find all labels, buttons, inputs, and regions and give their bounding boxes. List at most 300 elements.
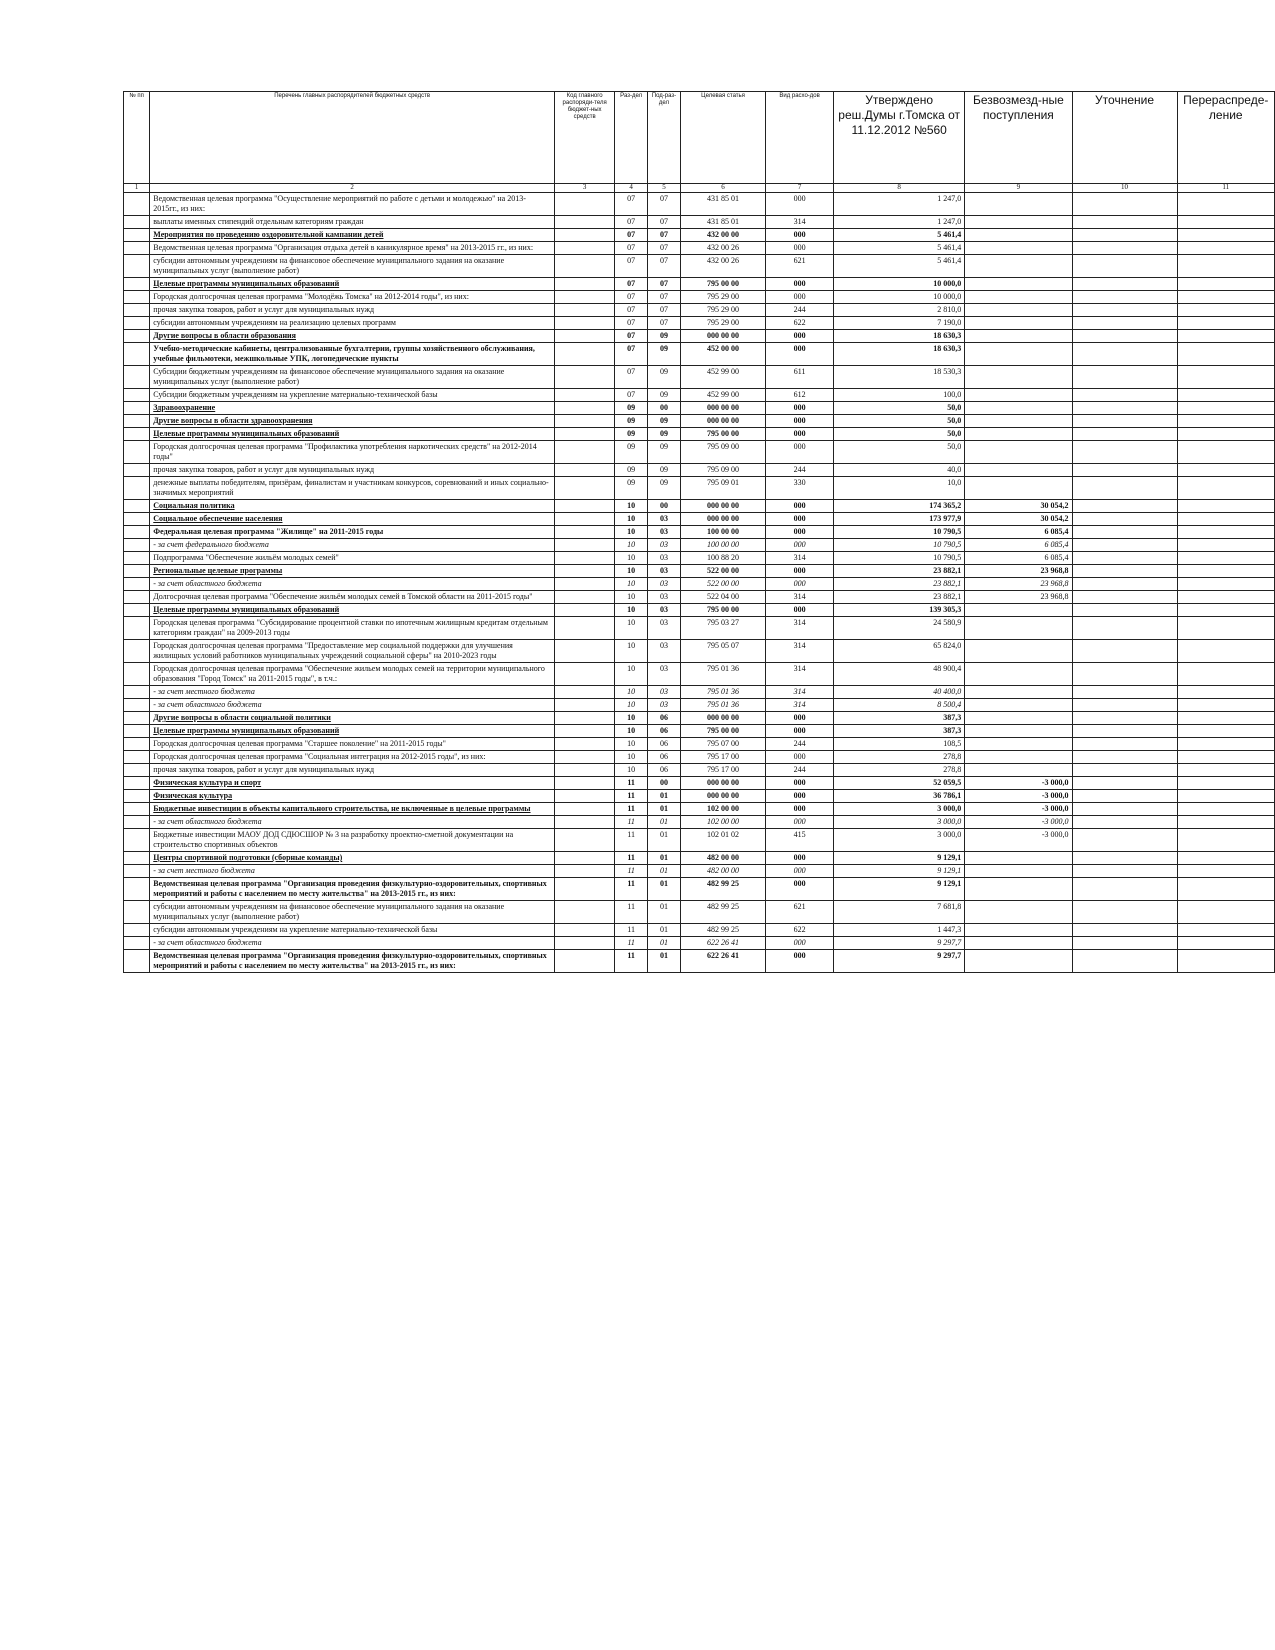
row-number-cell bbox=[124, 852, 150, 865]
target-article-code: 000 00 00 bbox=[680, 513, 765, 526]
grants-amount bbox=[965, 415, 1072, 428]
redistribution-cell bbox=[1177, 441, 1274, 464]
grants-amount bbox=[965, 330, 1072, 343]
target-article-code: 000 00 00 bbox=[680, 500, 765, 513]
table-row bbox=[124, 366, 1275, 389]
approved-amount: 10 000,0 bbox=[834, 291, 965, 304]
redistribution-cell bbox=[1177, 878, 1274, 901]
row-name: Бюджетные инвестиции в объекты капитального строительства, не включенные в целевые программы bbox=[150, 803, 555, 816]
expense-type-code: 000 bbox=[766, 278, 834, 291]
admin-code-cell bbox=[555, 330, 615, 343]
row-number-cell bbox=[124, 924, 150, 937]
expense-type-code: 622 bbox=[766, 317, 834, 330]
grants-amount: -3 000,0 bbox=[965, 803, 1072, 816]
grants-amount bbox=[965, 712, 1072, 725]
target-article-code: 795 29 00 bbox=[680, 317, 765, 330]
approved-amount: 387,3 bbox=[834, 712, 965, 725]
table-row bbox=[124, 829, 1275, 852]
grants-amount bbox=[965, 852, 1072, 865]
target-article-code: 795 00 00 bbox=[680, 604, 765, 617]
expense-type-code: 000 bbox=[766, 441, 834, 464]
redistribution-cell bbox=[1177, 415, 1274, 428]
redistribution-cell bbox=[1177, 216, 1274, 229]
column-number: 3 bbox=[555, 184, 615, 193]
col-header-number: № пп bbox=[124, 92, 150, 184]
row-name: - за счет областного бюджета bbox=[150, 578, 555, 591]
section-code: 10 bbox=[615, 725, 648, 738]
table-row bbox=[124, 604, 1275, 617]
row-number-cell bbox=[124, 278, 150, 291]
target-article-code: 000 00 00 bbox=[680, 790, 765, 803]
row-number-cell bbox=[124, 441, 150, 464]
expense-type-code: 314 bbox=[766, 686, 834, 699]
section-code: 11 bbox=[615, 816, 648, 829]
grants-amount bbox=[965, 751, 1072, 764]
redistribution-cell bbox=[1177, 539, 1274, 552]
redistribution-cell bbox=[1177, 751, 1274, 764]
table-row bbox=[124, 640, 1275, 663]
admin-code-cell bbox=[555, 604, 615, 617]
subsection-code: 03 bbox=[648, 539, 681, 552]
grants-amount bbox=[965, 317, 1072, 330]
subsection-code: 09 bbox=[648, 477, 681, 500]
section-code: 11 bbox=[615, 950, 648, 973]
section-code: 11 bbox=[615, 777, 648, 790]
admin-code-cell bbox=[555, 738, 615, 751]
clarification-cell bbox=[1072, 330, 1177, 343]
row-number-cell bbox=[124, 513, 150, 526]
clarification-cell bbox=[1072, 389, 1177, 402]
approved-amount: 40,0 bbox=[834, 464, 965, 477]
row-number-cell bbox=[124, 777, 150, 790]
table-row bbox=[124, 464, 1275, 477]
grants-amount: 30 054,2 bbox=[965, 500, 1072, 513]
row-name: Физическая культура bbox=[150, 790, 555, 803]
admin-code-cell bbox=[555, 924, 615, 937]
section-code: 09 bbox=[615, 415, 648, 428]
clarification-cell bbox=[1072, 500, 1177, 513]
table-row bbox=[124, 402, 1275, 415]
subsection-code: 07 bbox=[648, 278, 681, 291]
row-number-cell bbox=[124, 725, 150, 738]
admin-code-cell bbox=[555, 937, 615, 950]
admin-code-cell bbox=[555, 415, 615, 428]
redistribution-cell bbox=[1177, 578, 1274, 591]
subsection-code: 01 bbox=[648, 901, 681, 924]
subsection-code: 06 bbox=[648, 751, 681, 764]
admin-code-cell bbox=[555, 699, 615, 712]
target-article-code: 452 99 00 bbox=[680, 389, 765, 402]
redistribution-cell bbox=[1177, 317, 1274, 330]
grants-amount bbox=[965, 764, 1072, 777]
grants-amount bbox=[965, 725, 1072, 738]
table-row bbox=[124, 764, 1275, 777]
row-name: Целевые программы муниципальных образований bbox=[150, 725, 555, 738]
col-header-approved: Утверждено реш.Думы г.Томска от 11.12.2012 №560 bbox=[834, 92, 965, 184]
expense-type-code: 000 bbox=[766, 725, 834, 738]
subsection-code: 03 bbox=[648, 565, 681, 578]
expense-type-code: 612 bbox=[766, 389, 834, 402]
approved-amount: 8 500,4 bbox=[834, 699, 965, 712]
row-name: - за счет областного бюджета bbox=[150, 816, 555, 829]
approved-amount: 173 977,9 bbox=[834, 513, 965, 526]
approved-amount: 5 461,4 bbox=[834, 229, 965, 242]
admin-code-cell bbox=[555, 764, 615, 777]
admin-code-cell bbox=[555, 513, 615, 526]
subsection-code: 01 bbox=[648, 803, 681, 816]
redistribution-cell bbox=[1177, 565, 1274, 578]
approved-amount: 5 461,4 bbox=[834, 255, 965, 278]
clarification-cell bbox=[1072, 924, 1177, 937]
admin-code-cell bbox=[555, 242, 615, 255]
section-code: 10 bbox=[615, 686, 648, 699]
row-number-cell bbox=[124, 291, 150, 304]
row-number-cell bbox=[124, 343, 150, 366]
row-number-cell bbox=[124, 565, 150, 578]
target-article-code: 795 09 01 bbox=[680, 477, 765, 500]
grants-amount bbox=[965, 428, 1072, 441]
row-name: Городская долгосрочная целевая программа "Молодёжь Томска" на 2012-2014 годы", из них: bbox=[150, 291, 555, 304]
approved-amount: 1 247,0 bbox=[834, 193, 965, 216]
clarification-cell bbox=[1072, 464, 1177, 477]
subsection-code: 07 bbox=[648, 255, 681, 278]
clarification-cell bbox=[1072, 712, 1177, 725]
row-number-cell bbox=[124, 330, 150, 343]
target-article-code: 522 00 00 bbox=[680, 565, 765, 578]
redistribution-cell bbox=[1177, 278, 1274, 291]
section-code: 10 bbox=[615, 578, 648, 591]
section-code: 07 bbox=[615, 343, 648, 366]
clarification-cell bbox=[1072, 513, 1177, 526]
expense-type-code: 000 bbox=[766, 526, 834, 539]
column-number: 2 bbox=[150, 184, 555, 193]
row-name: Городская долгосрочная целевая программа "Предоставление мер социальной поддержки для улучшения жилищных условий работников муниципальных учреждений социальной сферы" на 2010-2023 годы bbox=[150, 640, 555, 663]
section-code: 10 bbox=[615, 500, 648, 513]
row-name: Городская долгосрочная целевая программа "Профилактика употребления наркотических средств" на 2012-2014 годы" bbox=[150, 441, 555, 464]
grants-amount bbox=[965, 617, 1072, 640]
section-code: 07 bbox=[615, 216, 648, 229]
grants-amount: 6 085,4 bbox=[965, 526, 1072, 539]
grants-amount: -3 000,0 bbox=[965, 816, 1072, 829]
row-number-cell bbox=[124, 803, 150, 816]
section-code: 10 bbox=[615, 751, 648, 764]
target-article-code: 482 99 25 bbox=[680, 924, 765, 937]
column-number: 1 bbox=[124, 184, 150, 193]
approved-amount: 139 305,3 bbox=[834, 604, 965, 617]
row-number-cell bbox=[124, 193, 150, 216]
clarification-cell bbox=[1072, 526, 1177, 539]
row-name: Ведомственная целевая программа "Организация проведения физкультурно-оздоровительных, спортивных мероприятий и работы с населением по месту жительства" на 2013-2015 гг., из них: bbox=[150, 878, 555, 901]
target-article-code: 482 00 00 bbox=[680, 865, 765, 878]
redistribution-cell bbox=[1177, 193, 1274, 216]
approved-amount: 9 297,7 bbox=[834, 950, 965, 973]
approved-amount: 50,0 bbox=[834, 428, 965, 441]
grants-amount bbox=[965, 242, 1072, 255]
expense-type-code: 330 bbox=[766, 477, 834, 500]
clarification-cell bbox=[1072, 317, 1177, 330]
table-row bbox=[124, 924, 1275, 937]
expense-type-code: 000 bbox=[766, 415, 834, 428]
table-row bbox=[124, 242, 1275, 255]
table-row bbox=[124, 513, 1275, 526]
redistribution-cell bbox=[1177, 764, 1274, 777]
approved-amount: 24 580,9 bbox=[834, 617, 965, 640]
section-code: 11 bbox=[615, 803, 648, 816]
admin-code-cell bbox=[555, 278, 615, 291]
approved-amount: 18 530,3 bbox=[834, 366, 965, 389]
expense-type-code: 000 bbox=[766, 878, 834, 901]
row-name: Социальная политика bbox=[150, 500, 555, 513]
target-article-code: 100 88 20 bbox=[680, 552, 765, 565]
redistribution-cell bbox=[1177, 829, 1274, 852]
subsection-code: 06 bbox=[648, 764, 681, 777]
table-row bbox=[124, 291, 1275, 304]
admin-code-cell bbox=[555, 878, 615, 901]
subsection-code: 03 bbox=[648, 686, 681, 699]
section-code: 11 bbox=[615, 937, 648, 950]
approved-amount: 3 000,0 bbox=[834, 816, 965, 829]
row-number-cell bbox=[124, 304, 150, 317]
grants-amount bbox=[965, 193, 1072, 216]
admin-code-cell bbox=[555, 751, 615, 764]
admin-code-cell bbox=[555, 477, 615, 500]
row-name: - за счет областного бюджета bbox=[150, 699, 555, 712]
clarification-cell bbox=[1072, 699, 1177, 712]
table-row bbox=[124, 712, 1275, 725]
section-code: 07 bbox=[615, 229, 648, 242]
col-header-grants: Безвозмезд-ные поступления bbox=[965, 92, 1072, 184]
row-name: субсидии автономным учреждениям на реализацию целевых программ bbox=[150, 317, 555, 330]
subsection-code: 03 bbox=[648, 699, 681, 712]
expense-type-code: 415 bbox=[766, 829, 834, 852]
subsection-code: 09 bbox=[648, 389, 681, 402]
row-number-cell bbox=[124, 878, 150, 901]
clarification-cell bbox=[1072, 878, 1177, 901]
admin-code-cell bbox=[555, 500, 615, 513]
redistribution-cell bbox=[1177, 477, 1274, 500]
target-article-code: 795 29 00 bbox=[680, 291, 765, 304]
admin-code-cell bbox=[555, 591, 615, 604]
approved-amount: 108,5 bbox=[834, 738, 965, 751]
column-number: 8 bbox=[834, 184, 965, 193]
expense-type-code: 000 bbox=[766, 790, 834, 803]
clarification-cell bbox=[1072, 578, 1177, 591]
target-article-code: 432 00 00 bbox=[680, 229, 765, 242]
grants-amount bbox=[965, 901, 1072, 924]
subsection-code: 03 bbox=[648, 552, 681, 565]
table-row bbox=[124, 229, 1275, 242]
redistribution-cell bbox=[1177, 924, 1274, 937]
col-header-clarification: Уточнение bbox=[1072, 92, 1177, 184]
grants-amount bbox=[965, 464, 1072, 477]
subsection-code: 03 bbox=[648, 526, 681, 539]
subsection-code: 00 bbox=[648, 500, 681, 513]
approved-amount: 1 247,0 bbox=[834, 216, 965, 229]
row-name: Другие вопросы в области здравоохранения bbox=[150, 415, 555, 428]
table-row bbox=[124, 725, 1275, 738]
table-row bbox=[124, 317, 1275, 330]
section-code: 07 bbox=[615, 242, 648, 255]
row-name: Социальное обеспечение населения bbox=[150, 513, 555, 526]
row-number-cell bbox=[124, 464, 150, 477]
section-code: 07 bbox=[615, 389, 648, 402]
table-row bbox=[124, 304, 1275, 317]
approved-amount: 9 129,1 bbox=[834, 852, 965, 865]
redistribution-cell bbox=[1177, 777, 1274, 790]
clarification-cell bbox=[1072, 686, 1177, 699]
approved-amount: 5 461,4 bbox=[834, 242, 965, 255]
subsection-code: 01 bbox=[648, 878, 681, 901]
row-name: Субсидии бюджетным учреждениям на финансовое обеспечение муниципального задания на оказание муниципальных услуг (выполнение работ) bbox=[150, 366, 555, 389]
grants-amount: 23 968,8 bbox=[965, 578, 1072, 591]
target-article-code: 795 03 27 bbox=[680, 617, 765, 640]
clarification-cell bbox=[1072, 777, 1177, 790]
grants-amount bbox=[965, 255, 1072, 278]
clarification-cell bbox=[1072, 816, 1177, 829]
subsection-code: 09 bbox=[648, 415, 681, 428]
table-row bbox=[124, 565, 1275, 578]
approved-amount: 50,0 bbox=[834, 415, 965, 428]
admin-code-cell bbox=[555, 950, 615, 973]
clarification-cell bbox=[1072, 604, 1177, 617]
column-number: 11 bbox=[1177, 184, 1274, 193]
row-name: прочая закупка товаров, работ и услуг для муниципальных нужд bbox=[150, 304, 555, 317]
row-number-cell bbox=[124, 500, 150, 513]
approved-amount: 1 447,3 bbox=[834, 924, 965, 937]
expense-type-code: 000 bbox=[766, 865, 834, 878]
expense-type-code: 000 bbox=[766, 712, 834, 725]
admin-code-cell bbox=[555, 565, 615, 578]
table-row bbox=[124, 937, 1275, 950]
clarification-cell bbox=[1072, 640, 1177, 663]
row-name: денежные выплаты победителям, призёрам, финалистам и участникам конкурсов, соревнований и иных социально-значимых мероприятий bbox=[150, 477, 555, 500]
col-header-target-article: Целевая статья bbox=[680, 92, 765, 184]
table-row bbox=[124, 901, 1275, 924]
row-name: Здравоохранение bbox=[150, 402, 555, 415]
row-name: Другие вопросы в области социальной политики bbox=[150, 712, 555, 725]
table-row bbox=[124, 578, 1275, 591]
col-header-admin-code: Код главного распоряди-теля бюджет-ных средств bbox=[555, 92, 615, 184]
col-header-section: Раз-дел bbox=[615, 92, 648, 184]
target-article-code: 795 29 00 bbox=[680, 304, 765, 317]
target-article-code: 795 07 00 bbox=[680, 738, 765, 751]
approved-amount: 23 882,1 bbox=[834, 578, 965, 591]
subsection-code: 03 bbox=[648, 617, 681, 640]
clarification-cell bbox=[1072, 552, 1177, 565]
approved-amount: 48 900,4 bbox=[834, 663, 965, 686]
approved-amount: 387,3 bbox=[834, 725, 965, 738]
redistribution-cell bbox=[1177, 304, 1274, 317]
section-code: 09 bbox=[615, 441, 648, 464]
table-row bbox=[124, 803, 1275, 816]
expense-type-code: 244 bbox=[766, 464, 834, 477]
subsection-code: 01 bbox=[648, 865, 681, 878]
approved-amount: 23 882,1 bbox=[834, 565, 965, 578]
grants-amount bbox=[965, 878, 1072, 901]
section-code: 09 bbox=[615, 477, 648, 500]
subsection-code: 07 bbox=[648, 229, 681, 242]
row-name: субсидии автономным учреждениям на укрепление материально-технической базы bbox=[150, 924, 555, 937]
row-number-cell bbox=[124, 764, 150, 777]
section-code: 10 bbox=[615, 738, 648, 751]
expense-type-code: 000 bbox=[766, 950, 834, 973]
row-name: выплаты именных стипендий отдельным категориям граждан bbox=[150, 216, 555, 229]
row-number-cell bbox=[124, 526, 150, 539]
expense-type-code: 244 bbox=[766, 764, 834, 777]
target-article-code: 000 00 00 bbox=[680, 330, 765, 343]
section-code: 11 bbox=[615, 865, 648, 878]
row-number-cell bbox=[124, 663, 150, 686]
clarification-cell bbox=[1072, 415, 1177, 428]
row-name: Целевые программы муниципальных образований bbox=[150, 428, 555, 441]
subsection-code: 07 bbox=[648, 304, 681, 317]
approved-amount: 3 000,0 bbox=[834, 803, 965, 816]
admin-code-cell bbox=[555, 291, 615, 304]
subsection-code: 09 bbox=[648, 343, 681, 366]
approved-amount: 65 824,0 bbox=[834, 640, 965, 663]
subsection-code: 03 bbox=[648, 578, 681, 591]
section-code: 10 bbox=[615, 513, 648, 526]
section-code: 10 bbox=[615, 604, 648, 617]
clarification-cell bbox=[1072, 304, 1177, 317]
section-code: 10 bbox=[615, 591, 648, 604]
grants-amount bbox=[965, 937, 1072, 950]
approved-amount: 3 000,0 bbox=[834, 829, 965, 852]
approved-amount: 7 190,0 bbox=[834, 317, 965, 330]
row-name: - за счет местного бюджета bbox=[150, 686, 555, 699]
approved-amount: 18 630,3 bbox=[834, 343, 965, 366]
clarification-cell bbox=[1072, 216, 1177, 229]
table-row bbox=[124, 441, 1275, 464]
row-number-cell bbox=[124, 617, 150, 640]
clarification-cell bbox=[1072, 291, 1177, 304]
subsection-code: 09 bbox=[648, 366, 681, 389]
row-name: Подпрограмма "Обеспечение жильём молодых семей" bbox=[150, 552, 555, 565]
grants-amount bbox=[965, 924, 1072, 937]
redistribution-cell bbox=[1177, 640, 1274, 663]
row-name: Долгосрочная целевая программа "Обеспечение жильём молодых семей в Томской области на 2011-2015 годы" bbox=[150, 591, 555, 604]
redistribution-cell bbox=[1177, 790, 1274, 803]
admin-code-cell bbox=[555, 317, 615, 330]
target-article-code: 522 04 00 bbox=[680, 591, 765, 604]
target-article-code: 795 00 00 bbox=[680, 725, 765, 738]
section-code: 07 bbox=[615, 291, 648, 304]
expense-type-code: 314 bbox=[766, 617, 834, 640]
table-row bbox=[124, 389, 1275, 402]
redistribution-cell bbox=[1177, 901, 1274, 924]
table-row bbox=[124, 278, 1275, 291]
admin-code-cell bbox=[555, 216, 615, 229]
row-name: прочая закупка товаров, работ и услуг для муниципальных нужд bbox=[150, 764, 555, 777]
table-row bbox=[124, 539, 1275, 552]
column-number: 10 bbox=[1072, 184, 1177, 193]
row-number-cell bbox=[124, 216, 150, 229]
expense-type-code: 000 bbox=[766, 193, 834, 216]
subsection-code: 01 bbox=[648, 852, 681, 865]
redistribution-cell bbox=[1177, 686, 1274, 699]
target-article-code: 102 00 00 bbox=[680, 803, 765, 816]
row-name: Федеральная целевая программа "Жилище" на 2011-2015 годы bbox=[150, 526, 555, 539]
expense-type-code: 000 bbox=[766, 604, 834, 617]
subsection-code: 01 bbox=[648, 816, 681, 829]
subsection-code: 03 bbox=[648, 513, 681, 526]
section-code: 10 bbox=[615, 539, 648, 552]
approved-amount: 10 790,5 bbox=[834, 552, 965, 565]
clarification-cell bbox=[1072, 278, 1177, 291]
grants-amount bbox=[965, 366, 1072, 389]
approved-amount: 10 790,5 bbox=[834, 526, 965, 539]
row-name: - за счет местного бюджета bbox=[150, 865, 555, 878]
